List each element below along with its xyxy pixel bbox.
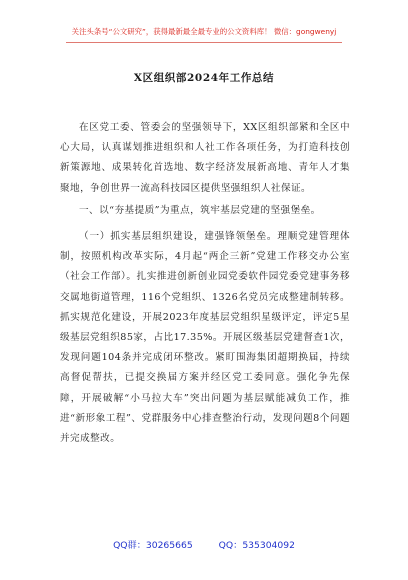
footer-qq-number: QQ：535304092: [218, 540, 295, 551]
document-title: X区组织部2024年工作总结: [133, 72, 275, 84]
footer-qq-group: QQ群：30265665: [113, 540, 193, 551]
footer-contact: [0, 537, 408, 551]
header-banner: 关注头条号“公文研究”，获得最新最全最专业的公文资料库！ 微信：gongwenyj: [71, 27, 337, 36]
header-divider: [66, 42, 342, 43]
intro-paragraph: 在区党工委、管委会的坚强领导下，XX区组织部紧和全区中心大局，认真谋划推进组织和人社工作各项任务，为打造科技创新策源地、成果转化首选地、数字经济发展新高地、青年人才集聚地，争创世界一流高科技园区提供坚强组织人社保证。: [60, 122, 350, 194]
document-body: [60, 118, 350, 449]
section-heading: 一、以“夯基提质”为重点，筑牢基层党建的坚强堡垒。: [79, 204, 321, 216]
body-paragraph: （一）抓实基层组织建设，建强锋领堡垒。理顺党建管理体制，按照机构改革实际，4月起“两企三新”党建工作移交办公室（社会工作部）。扎实推进创新创业园党委软件园党委党建事务移交属地街道管理，116个党组织、1326名党员完成整建制转移。抓实规范化建设，开展2023年度基层党组织星级评定，评定5星级基层党组织85家，占比17.35%。开展区级基层党建督查1次，发现问题104条并完成闭环整改。紧盯围海集团超期换届，持续高督促帮扶，已提交换届方案并经区党工委同意。强化争先保障，开展破解“小马拉大车”突出问题为基层赋能减负工作，推进“新形象工程”、党群服务中心排查整治行动，发现问题8个问题并完成整改。: [60, 231, 350, 445]
